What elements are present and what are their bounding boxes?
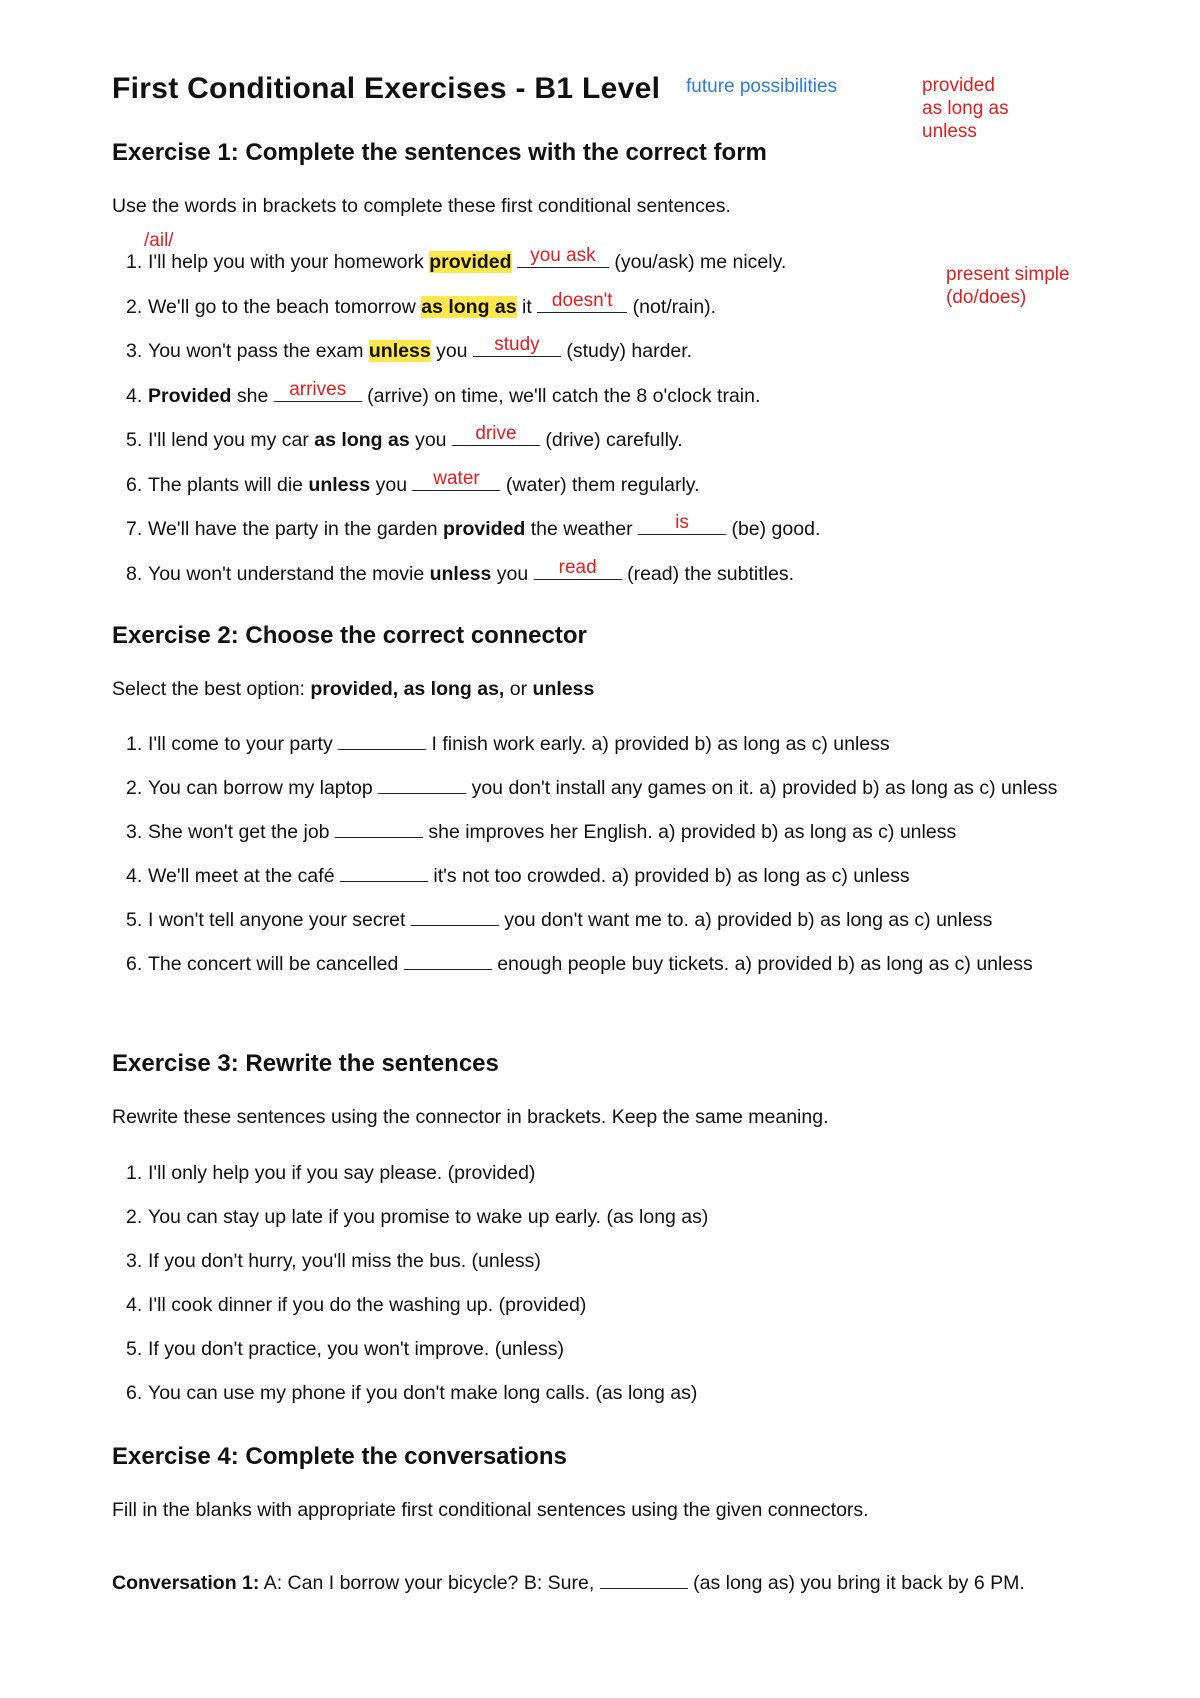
answer-blank[interactable] [340, 859, 428, 882]
page-title: First Conditional Exercises - B1 Level [112, 72, 661, 105]
conversation-1: Conversation 1: A: Can I borrow your bicycle? B: Sure, (as long as) you bring it back by 6 PM. [112, 1566, 1025, 1595]
list-item: 4. Provided she arrives (arrive) on time, we'll catch the 8 o'clock train. [126, 378, 1106, 423]
note-line: as long as [922, 98, 1009, 119]
exercise-3-list [126, 1155, 1106, 1419]
connector-highlight: as long as [421, 295, 517, 318]
note-line: provided [922, 75, 995, 96]
list-item: 3. You won't pass the exam unless you study (study) harder. [126, 333, 1106, 378]
list-item: 4. I'll cook dinner if you do the washing up. (provided) [126, 1294, 587, 1316]
handwritten-answer: drive [475, 423, 517, 444]
answer-blank[interactable] [274, 379, 362, 402]
handwritten-answer: study [494, 334, 540, 355]
conversation-label: Conversation 1: [112, 1572, 260, 1594]
exercise-4-heading: Exercise 4: Complete the conversations [112, 1443, 567, 1470]
handwritten-note-pronunciation: /ail/ [144, 230, 174, 251]
handwritten-answer: water [433, 467, 480, 489]
connector-bold: Provided [148, 384, 232, 407]
list-item: 2. You can stay up late if you promise to wake up early. (as long as) [126, 1206, 709, 1228]
answer-blank[interactable] [638, 512, 726, 535]
list-item: 1. I'll help you with your homework provided you ask (you/ask) me nicely. [126, 244, 1106, 289]
list-item: 7. We'll have the party in the garden provided the weather is (be) good. [126, 511, 1106, 556]
answer-blank[interactable] [600, 1566, 688, 1589]
list-item: 5. I'll lend you my car as long as you drive (drive) carefully. [126, 422, 1106, 467]
answer-blank[interactable] [338, 727, 426, 750]
exercise-3-intro: Rewrite these sentences using the connector in brackets. Keep the same meaning. [112, 1106, 829, 1128]
list-item: 1. I'll come to your party I finish work early. a) provided b) as long as c) unless [126, 726, 1106, 763]
exercise-4-intro: Fill in the blanks with appropriate first conditional sentences using the given connectors. [112, 1499, 869, 1521]
handwritten-note-future: future possibilities [686, 76, 838, 97]
connector-bold: unless [308, 473, 371, 496]
handwritten-note-connectors [922, 74, 1009, 143]
list-item: 5. If you don't practice, you won't improve. (unless) [126, 1338, 565, 1360]
handwritten-answer: you ask [530, 245, 596, 266]
note-line: unless [922, 121, 977, 142]
exercise-2-heading: Exercise 2: Choose the correct connector [112, 622, 587, 649]
list-item: 3. She won't get the job she improves her English. a) provided b) as long as c) unless [126, 814, 1106, 851]
connector-highlight: provided [429, 251, 512, 273]
answer-blank[interactable] [378, 771, 466, 794]
list-item: 6. The concert will be cancelled enough people buy tickets. a) provided b) as long as c) unless [126, 946, 1106, 983]
answer-blank[interactable] [411, 903, 499, 926]
handwritten-answer: read [558, 556, 597, 578]
handwritten-answer: is [675, 512, 689, 533]
list-item: 8. You won't understand the movie unless you read (read) the subtitles. [126, 556, 1106, 601]
answer-blank[interactable] [473, 334, 561, 357]
answer-blank[interactable] [537, 290, 627, 313]
connector-bold: provided [442, 518, 526, 540]
answer-blank[interactable] [335, 815, 423, 838]
answer-blank[interactable] [412, 468, 500, 491]
list-item: 2. We'll go to the beach tomorrow as long as it doesn't (not/rain). [126, 289, 1106, 334]
answer-blank[interactable] [404, 947, 492, 970]
connector-bold: as long as [314, 429, 410, 451]
exercise-1-heading: Exercise 1: Complete the sentences with the correct form [112, 139, 767, 166]
handwritten-answer: arrives [289, 378, 347, 400]
answer-blank[interactable] [517, 245, 609, 268]
answer-blank[interactable] [534, 557, 622, 580]
answer-blank[interactable] [452, 423, 540, 446]
list-item: 5. I won't tell anyone your secret you don't want me to. a) provided b) as long as c) unless [126, 902, 1106, 939]
exercise-3-heading: Exercise 3: Rewrite the sentences [112, 1050, 499, 1077]
list-item: 6. The plants will die unless you water (water) them regularly. [126, 467, 1106, 512]
list-item: 4. We'll meet at the café it's not too crowded. a) provided b) as long as c) unless [126, 858, 1106, 895]
list-item: 3. If you don't hurry, you'll miss the bus. (unless) [126, 1250, 541, 1272]
exercise-2-intro: Select the best option: provided, as long as, or unless [112, 678, 595, 700]
exercise-1-list [126, 244, 1106, 600]
handwritten-answer: doesn't [551, 289, 613, 311]
note-line: (do/does) [946, 287, 1027, 308]
connector-bold: unless [429, 562, 492, 585]
note-line: present simple [946, 264, 1070, 285]
connector-highlight: unless [368, 340, 431, 362]
list-item: 2. You can borrow my laptop you don't install any games on it. a) provided b) as long as c) unless [126, 770, 1106, 807]
exercise-1-intro: Use the words in brackets to complete these first conditional sentences. [112, 195, 731, 217]
exercise-2-list [126, 726, 1106, 990]
list-item: 6. You can use my phone if you don't make long calls. (as long as) [126, 1382, 698, 1404]
list-item: 1. I'll only help you if you say please. (provided) [126, 1162, 536, 1184]
